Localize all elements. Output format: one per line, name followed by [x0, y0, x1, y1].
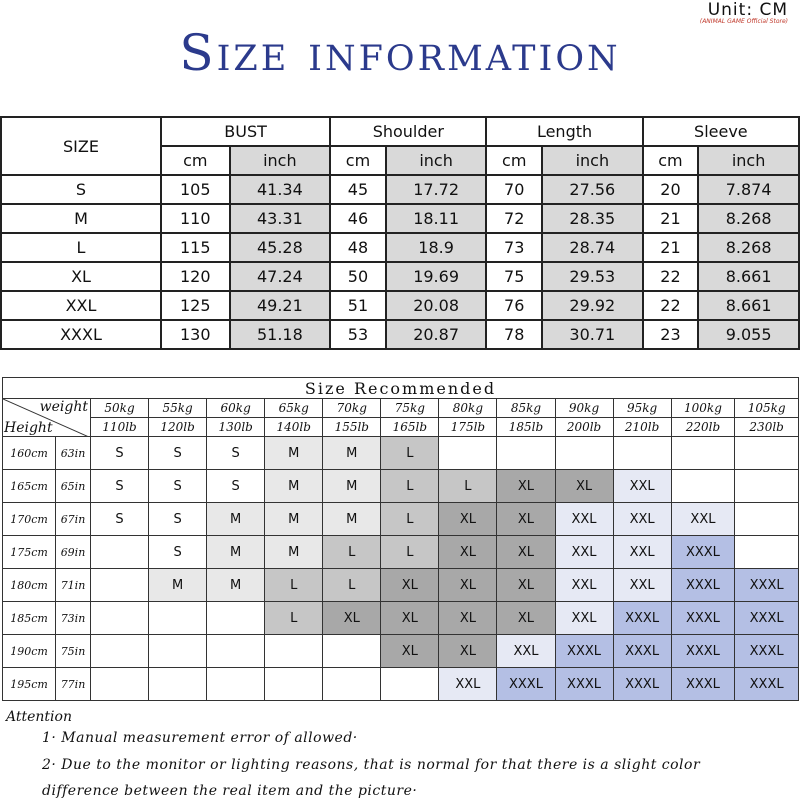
weight-kg: 50kg	[91, 399, 149, 418]
recommended-size-cell: XL	[555, 470, 613, 503]
recommended-size-cell: XL	[323, 602, 381, 635]
measure-cell: 46	[330, 204, 386, 233]
recommended-size-cell	[207, 635, 265, 668]
recommended-size-cell: L	[381, 437, 439, 470]
measure-cell: 125	[161, 291, 230, 320]
measure-cell: 105	[161, 175, 230, 204]
measure-cell: 19.69	[386, 262, 487, 291]
weight-lb: 200lb	[555, 418, 613, 437]
unit-header: inch	[230, 146, 331, 175]
measure-cell: 18.9	[386, 233, 487, 262]
height-cm: 180cm	[3, 569, 56, 602]
measure-cell: 47.24	[230, 262, 331, 291]
height-in: 63in	[56, 437, 91, 470]
size-name: XXL	[1, 291, 161, 320]
group-header: Shoulder	[330, 117, 486, 146]
height-in: 75in	[56, 635, 91, 668]
weight-lb: 120lb	[149, 418, 207, 437]
recommend-caption: Size Recommended	[3, 378, 799, 399]
unit-header: inch	[542, 146, 643, 175]
weight-kg-row	[3, 399, 799, 418]
recommended-size-cell: XL	[497, 470, 555, 503]
measure-cell: 21	[643, 204, 699, 233]
measure-cell: 18.11	[386, 204, 487, 233]
recommended-size-cell: S	[149, 536, 207, 569]
recommended-size-cell: XXL	[439, 668, 497, 701]
measure-cell: 72	[486, 204, 542, 233]
recommended-size-cell: XXL	[613, 569, 671, 602]
height-in: 69in	[56, 536, 91, 569]
size-row	[1, 262, 799, 291]
recommended-size-cell	[439, 437, 497, 470]
measure-cell: 48	[330, 233, 386, 262]
recommended-size-cell	[207, 668, 265, 701]
recommended-size-cell: XL	[439, 635, 497, 668]
height-row	[3, 569, 799, 602]
measure-cell: 51	[330, 291, 386, 320]
recommended-size-cell: S	[207, 437, 265, 470]
recommended-size-cell: L	[265, 602, 323, 635]
recommended-size-cell: XXXL	[613, 602, 671, 635]
height-row	[3, 470, 799, 503]
weight-lb: 155lb	[323, 418, 381, 437]
weight-lb: 210lb	[613, 418, 671, 437]
height-in: 71in	[56, 569, 91, 602]
weight-lb: 110lb	[91, 418, 149, 437]
group-header: Length	[486, 117, 642, 146]
measure-cell: 22	[643, 262, 699, 291]
measure-cell: 53	[330, 320, 386, 349]
weight-kg: 100kg	[671, 399, 735, 418]
measure-cell: 29.92	[542, 291, 643, 320]
height-row	[3, 503, 799, 536]
weight-height-corner	[3, 399, 91, 437]
weight-kg: 55kg	[149, 399, 207, 418]
weight-kg: 75kg	[381, 399, 439, 418]
recommended-size-cell	[91, 569, 149, 602]
measure-cell: 20.87	[386, 320, 487, 349]
note-1: 1· Manual measurement error of allowed·	[42, 730, 358, 746]
recommended-size-cell	[207, 602, 265, 635]
recommended-size-cell: S	[91, 470, 149, 503]
size-name: L	[1, 233, 161, 262]
recommended-size-cell: XL	[381, 635, 439, 668]
size-header-row	[1, 117, 799, 146]
weight-lb: 220lb	[671, 418, 735, 437]
measure-cell: 75	[486, 262, 542, 291]
recommended-size-cell: XXL	[555, 503, 613, 536]
measure-cell: 20	[643, 175, 699, 204]
page-title: Size information	[179, 24, 621, 82]
recommended-size-cell: M	[323, 437, 381, 470]
recommended-size-cell: S	[149, 437, 207, 470]
weight-lb: 165lb	[381, 418, 439, 437]
height-row	[3, 602, 799, 635]
unit-header: cm	[161, 146, 230, 175]
recommended-size-cell: M	[265, 536, 323, 569]
recommended-size-cell: L	[381, 503, 439, 536]
recommended-size-cell: S	[207, 470, 265, 503]
measure-cell: 50	[330, 262, 386, 291]
unit-header: cm	[486, 146, 542, 175]
recommended-size-cell: XXL	[555, 602, 613, 635]
measure-cell: 41.34	[230, 175, 331, 204]
recommended-size-cell: L	[323, 569, 381, 602]
recommended-size-cell: XXXL	[735, 668, 799, 701]
weight-lb: 230lb	[735, 418, 799, 437]
recommended-size-cell: XXXL	[555, 635, 613, 668]
recommended-size-cell: M	[265, 470, 323, 503]
measure-cell: 9.055	[698, 320, 799, 349]
measure-cell: 8.661	[698, 262, 799, 291]
recommended-size-cell	[735, 503, 799, 536]
recommended-size-cell: S	[149, 470, 207, 503]
size-name: M	[1, 204, 161, 233]
measure-cell: 45.28	[230, 233, 331, 262]
height-cm: 170cm	[3, 503, 56, 536]
group-header: BUST	[161, 117, 330, 146]
recommended-size-cell: XXXL	[735, 635, 799, 668]
recommended-size-cell	[323, 668, 381, 701]
recommend-table	[2, 377, 799, 701]
recommended-size-cell: M	[323, 503, 381, 536]
recommended-size-cell: S	[149, 503, 207, 536]
measure-cell: 23	[643, 320, 699, 349]
recommended-size-cell: XXXL	[613, 635, 671, 668]
measure-cell: 130	[161, 320, 230, 349]
size-name: XXXL	[1, 320, 161, 349]
recommended-size-cell: XXL	[497, 635, 555, 668]
recommended-size-cell	[149, 602, 207, 635]
size-row	[1, 233, 799, 262]
recommended-size-cell	[91, 602, 149, 635]
height-row	[3, 668, 799, 701]
recommended-size-cell: XXXL	[555, 668, 613, 701]
recommended-size-cell: XL	[439, 569, 497, 602]
height-cm: 160cm	[3, 437, 56, 470]
recommended-size-cell	[735, 437, 799, 470]
measure-cell: 8.268	[698, 204, 799, 233]
unit-header: cm	[330, 146, 386, 175]
attention-heading: Attention	[6, 709, 72, 725]
weight-lb: 175lb	[439, 418, 497, 437]
weight-kg: 60kg	[207, 399, 265, 418]
height-cm: 190cm	[3, 635, 56, 668]
recommended-size-cell: XXXL	[671, 602, 735, 635]
recommend-caption-row	[3, 378, 799, 399]
recommended-size-cell	[91, 668, 149, 701]
recommended-size-cell	[91, 536, 149, 569]
weight-lb: 130lb	[207, 418, 265, 437]
recommended-size-cell	[265, 668, 323, 701]
recommended-size-cell: M	[207, 569, 265, 602]
measure-cell: 110	[161, 204, 230, 233]
recommended-size-cell: XL	[497, 569, 555, 602]
recommended-size-cell: M	[207, 536, 265, 569]
recommended-size-cell: XXXL	[735, 602, 799, 635]
recommended-size-cell	[735, 536, 799, 569]
weight-kg: 70kg	[323, 399, 381, 418]
measure-cell: 8.268	[698, 233, 799, 262]
unit-header: cm	[643, 146, 699, 175]
measure-cell: 27.56	[542, 175, 643, 204]
size-row	[1, 320, 799, 349]
size-row	[1, 175, 799, 204]
measure-cell: 29.53	[542, 262, 643, 291]
height-cm: 165cm	[3, 470, 56, 503]
recommended-size-cell: L	[381, 536, 439, 569]
unit-label-block	[700, 0, 788, 25]
height-cm: 175cm	[3, 536, 56, 569]
unit-label: Unit: CM	[707, 0, 788, 20]
recommended-size-cell: XXXL	[671, 536, 735, 569]
recommended-size-cell: M	[149, 569, 207, 602]
store-label: (ANIMAL GAME Official Store)	[699, 18, 788, 25]
height-cm: 185cm	[3, 602, 56, 635]
recommended-size-cell: M	[265, 503, 323, 536]
height-in: 73in	[56, 602, 91, 635]
weight-kg: 80kg	[439, 399, 497, 418]
unit-header: inch	[698, 146, 799, 175]
measure-cell: 49.21	[230, 291, 331, 320]
height-in: 67in	[56, 503, 91, 536]
recommended-size-cell: XL	[439, 536, 497, 569]
weight-kg: 90kg	[555, 399, 613, 418]
size-name: XL	[1, 262, 161, 291]
note-3: difference between the real item and the picture·	[42, 783, 418, 799]
recommended-size-cell: M	[323, 470, 381, 503]
measure-cell: 120	[161, 262, 230, 291]
recommended-size-cell: S	[91, 503, 149, 536]
recommended-size-cell: XXXL	[671, 569, 735, 602]
measure-cell: 28.74	[542, 233, 643, 262]
height-label: Height	[4, 420, 53, 436]
measure-cell: 70	[486, 175, 542, 204]
recommended-size-cell: M	[265, 437, 323, 470]
height-in: 77in	[56, 668, 91, 701]
size-row	[1, 204, 799, 233]
group-header: Sleeve	[643, 117, 799, 146]
recommended-size-cell	[497, 437, 555, 470]
unit-header: inch	[386, 146, 487, 175]
weight-lb: 185lb	[497, 418, 555, 437]
recommended-size-cell: XL	[497, 602, 555, 635]
measure-cell: 21	[643, 233, 699, 262]
weight-lb: 140lb	[265, 418, 323, 437]
recommended-size-cell: XXXL	[735, 569, 799, 602]
weight-kg: 65kg	[265, 399, 323, 418]
measure-cell: 28.35	[542, 204, 643, 233]
recommended-size-cell: XL	[497, 503, 555, 536]
recommended-size-cell: L	[439, 470, 497, 503]
size-column-header: SIZE	[1, 117, 161, 175]
note-2: 2· Due to the monitor or lighting reasons, that is normal for that there is a slight color	[42, 757, 701, 773]
recommended-size-cell	[149, 635, 207, 668]
measure-cell: 17.72	[386, 175, 487, 204]
measure-cell: 22	[643, 291, 699, 320]
weight-kg: 95kg	[613, 399, 671, 418]
height-row	[3, 437, 799, 470]
recommended-size-cell: XXXL	[671, 668, 735, 701]
recommended-size-cell: XL	[497, 536, 555, 569]
measure-cell: 43.31	[230, 204, 331, 233]
recommended-size-cell: XXXL	[497, 668, 555, 701]
weight-lb-row	[3, 418, 799, 437]
measure-cell: 51.18	[230, 320, 331, 349]
size-name: S	[1, 175, 161, 204]
recommended-size-cell: L	[265, 569, 323, 602]
recommended-size-cell: XXL	[613, 503, 671, 536]
recommended-size-cell	[735, 470, 799, 503]
weight-label: weight	[39, 399, 88, 415]
measure-cell: 78	[486, 320, 542, 349]
measure-cell: 45	[330, 175, 386, 204]
recommended-size-cell: XL	[381, 602, 439, 635]
recommended-size-cell	[613, 437, 671, 470]
recommended-size-cell: XXXL	[613, 668, 671, 701]
height-in: 65in	[56, 470, 91, 503]
recommended-size-cell	[265, 635, 323, 668]
height-cm: 195cm	[3, 668, 56, 701]
recommended-size-cell: XXL	[555, 536, 613, 569]
height-row	[3, 635, 799, 668]
weight-kg: 85kg	[497, 399, 555, 418]
recommended-size-cell: L	[323, 536, 381, 569]
recommended-size-cell: XL	[439, 503, 497, 536]
measure-cell: 7.874	[698, 175, 799, 204]
weight-kg: 105kg	[735, 399, 799, 418]
recommended-size-cell	[149, 668, 207, 701]
size-table	[0, 116, 800, 350]
recommended-size-cell	[91, 635, 149, 668]
measure-cell: 73	[486, 233, 542, 262]
recommended-size-cell: XXL	[671, 503, 735, 536]
recommended-size-cell	[671, 470, 735, 503]
recommended-size-cell	[381, 668, 439, 701]
recommended-size-cell: S	[91, 437, 149, 470]
size-row	[1, 291, 799, 320]
recommended-size-cell: XL	[439, 602, 497, 635]
recommended-size-cell	[555, 437, 613, 470]
recommended-size-cell: XXL	[555, 569, 613, 602]
recommended-size-cell: XXL	[613, 536, 671, 569]
recommended-size-cell: XL	[381, 569, 439, 602]
measure-cell: 8.661	[698, 291, 799, 320]
recommended-size-cell: L	[381, 470, 439, 503]
measure-cell: 20.08	[386, 291, 487, 320]
recommended-size-cell	[671, 437, 735, 470]
recommended-size-cell	[323, 635, 381, 668]
height-row	[3, 536, 799, 569]
measure-cell: 76	[486, 291, 542, 320]
recommended-size-cell: M	[207, 503, 265, 536]
measure-cell: 115	[161, 233, 230, 262]
recommended-size-cell: XXL	[613, 470, 671, 503]
recommended-size-cell: XXXL	[671, 635, 735, 668]
measure-cell: 30.71	[542, 320, 643, 349]
